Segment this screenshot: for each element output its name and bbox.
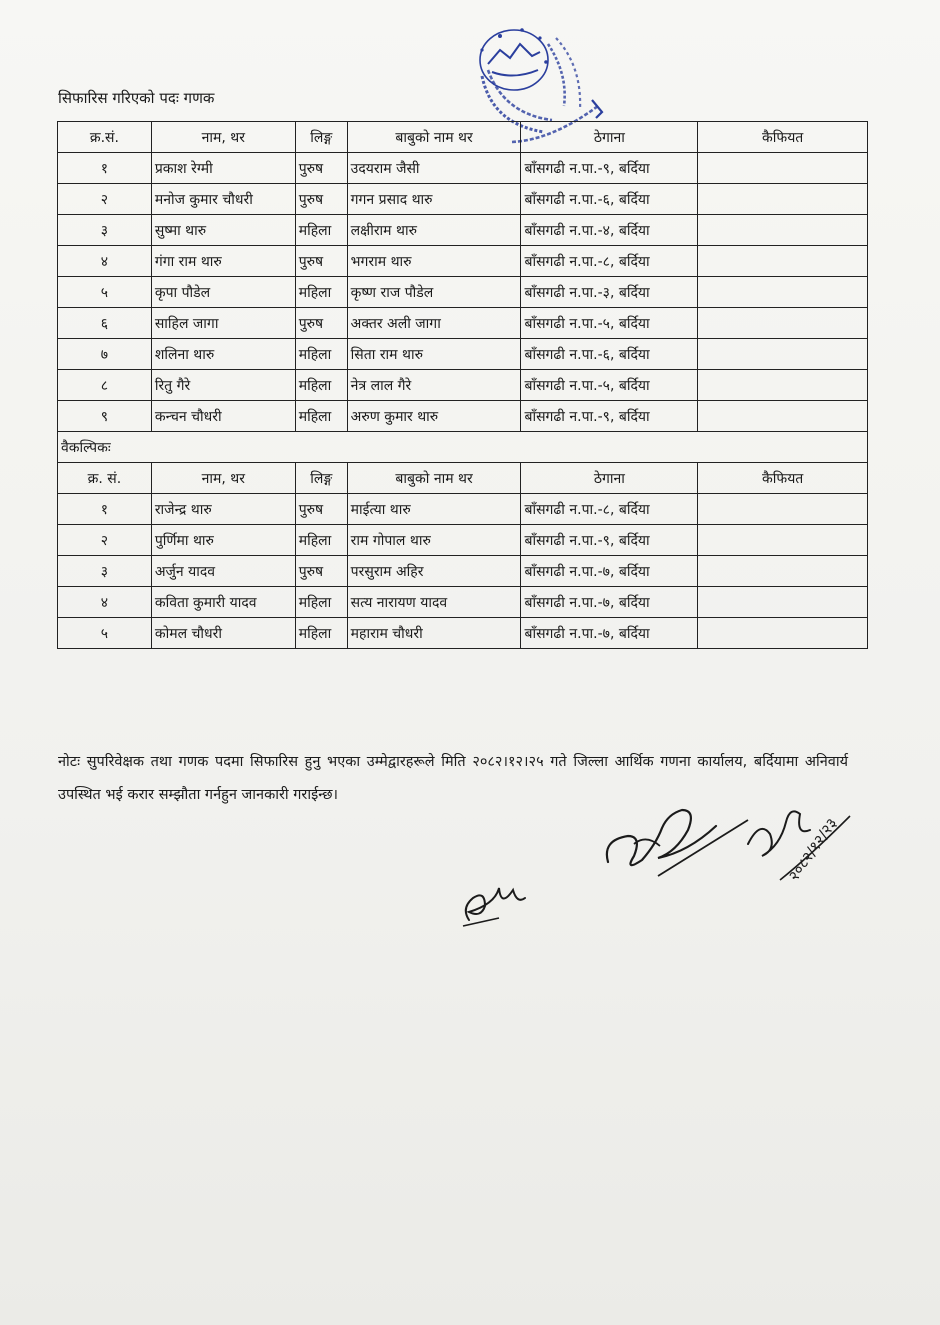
cell-father: अक्तर अली जागा	[347, 308, 521, 339]
post-title: सिफारिस गरिएको पदः गणक	[58, 89, 215, 107]
cell-remarks	[698, 370, 868, 401]
cell-gender: पुरुष	[295, 246, 347, 277]
cell-gender: पुरुष	[295, 556, 347, 587]
alternate-label: वैकल्पिकः	[58, 432, 868, 463]
cell-father: माईत्या थारु	[347, 494, 521, 525]
cell-remarks	[698, 401, 868, 432]
cell-remarks	[698, 339, 868, 370]
table-row	[58, 370, 868, 401]
table-row	[58, 525, 868, 556]
table-row	[58, 339, 868, 370]
cell-father: महाराम चौधरी	[347, 618, 521, 649]
cell-gender: महिला	[295, 339, 347, 370]
cell-father: सत्य नारायण यादव	[347, 587, 521, 618]
table-row	[58, 401, 868, 432]
signature-middle	[598, 800, 758, 890]
alt-col-header-father: बाबुको नाम थर	[347, 463, 521, 494]
table-row	[58, 308, 868, 339]
cell-gender: पुरुष	[295, 153, 347, 184]
table-header-row	[58, 122, 868, 153]
cell-father: परसुराम अहिर	[347, 556, 521, 587]
alt-col-header-sn: क्र. सं.	[58, 463, 152, 494]
cell-address: बाँसगढी न.पा.-४, बर्दिया	[521, 215, 698, 246]
cell-father: कृष्ण राज पौडेल	[347, 277, 521, 308]
cell-sn: ८	[58, 370, 152, 401]
col-header-father: बाबुको नाम थर	[347, 122, 521, 153]
cell-address: बाँसगढी न.पा.-७, बर्दिया	[521, 556, 698, 587]
cell-gender: पुरुष	[295, 308, 347, 339]
alternate-label-row	[58, 432, 868, 463]
cell-address: बाँसगढी न.पा.-५, बर्दिया	[521, 370, 698, 401]
cell-gender: महिला	[295, 525, 347, 556]
cell-sn: २	[58, 525, 152, 556]
cell-gender: महिला	[295, 277, 347, 308]
cell-gender: महिला	[295, 370, 347, 401]
cell-address: बाँसगढी न.पा.-६, बर्दिया	[521, 184, 698, 215]
cell-name: कन्चन चौधरी	[151, 401, 295, 432]
table-row	[58, 618, 868, 649]
cell-remarks	[698, 494, 868, 525]
cell-gender: महिला	[295, 401, 347, 432]
col-header-address: ठेगाना	[521, 122, 698, 153]
signature-right	[740, 786, 860, 896]
cell-remarks	[698, 184, 868, 215]
table-row	[58, 215, 868, 246]
cell-name: कविता कुमारी यादव	[151, 587, 295, 618]
cell-sn: ३	[58, 215, 152, 246]
cell-sn: १	[58, 153, 152, 184]
cell-remarks	[698, 153, 868, 184]
cell-father: भगराम थारु	[347, 246, 521, 277]
note-paragraph: नोटः सुपरिवेक्षक तथा गणक पदमा सिफारिस हुनु भएका उम्मेद्वारहरूले मिति २०८२।१२।२५ गते जिल्ला आर्थिक गणना कार्यालय, बर्दियामा अनिवार्य उपस्थित भई करार सम्झौता गर्नहुन जानकारी गराईन्छ।	[58, 754, 848, 803]
cell-name: अर्जुन यादव	[151, 556, 295, 587]
table-row	[58, 587, 868, 618]
col-header-name: नाम, थर	[151, 122, 295, 153]
table-row	[58, 494, 868, 525]
cell-address: बाँसगढी न.पा.-५, बर्दिया	[521, 308, 698, 339]
cell-remarks	[698, 525, 868, 556]
cell-father: अरुण कुमार थारु	[347, 401, 521, 432]
cell-name: साहिल जागा	[151, 308, 295, 339]
cell-name: प्रकाश रेग्मी	[151, 153, 295, 184]
cell-name: मनोज कुमार चौधरी	[151, 184, 295, 215]
cell-sn: ४	[58, 246, 152, 277]
alternate-header-row	[58, 463, 868, 494]
cell-name: कृपा पौडेल	[151, 277, 295, 308]
alt-col-header-address: ठेगाना	[521, 463, 698, 494]
cell-sn: १	[58, 494, 152, 525]
candidate-table	[57, 121, 868, 649]
cell-gender: पुरुष	[295, 494, 347, 525]
table-row	[58, 153, 868, 184]
alt-col-header-gender: लिङ्ग	[295, 463, 347, 494]
table-row	[58, 246, 868, 277]
cell-remarks	[698, 556, 868, 587]
cell-name: रितु गैरे	[151, 370, 295, 401]
cell-address: बाँसगढी न.पा.-८, बर्दिया	[521, 494, 698, 525]
cell-father: नेत्र लाल गैरे	[347, 370, 521, 401]
cell-remarks	[698, 587, 868, 618]
cell-sn: ९	[58, 401, 152, 432]
cell-address: बाँसगढी न.पा.-९, बर्दिया	[521, 153, 698, 184]
col-header-gender: लिङ्ग	[295, 122, 347, 153]
cell-address: बाँसगढी न.पा.-९, बर्दिया	[521, 401, 698, 432]
cell-name: गंगा राम थारु	[151, 246, 295, 277]
cell-sn: ६	[58, 308, 152, 339]
cell-remarks	[698, 215, 868, 246]
cell-sn: ४	[58, 587, 152, 618]
col-header-sn: क्र.सं.	[58, 122, 152, 153]
cell-address: बाँसगढी न.पा.-३, बर्दिया	[521, 277, 698, 308]
signature-left	[455, 868, 535, 932]
cell-remarks	[698, 277, 868, 308]
cell-father: सिता राम थारु	[347, 339, 521, 370]
cell-gender: महिला	[295, 618, 347, 649]
cell-gender: महिला	[295, 587, 347, 618]
cell-father: गगन प्रसाद थारु	[347, 184, 521, 215]
table-row	[58, 277, 868, 308]
cell-gender: पुरुष	[295, 184, 347, 215]
cell-address: बाँसगढी न.पा.-६, बर्दिया	[521, 339, 698, 370]
cell-sn: ५	[58, 277, 152, 308]
cell-address: बाँसगढी न.पा.-८, बर्दिया	[521, 246, 698, 277]
cell-sn: ५	[58, 618, 152, 649]
cell-remarks	[698, 308, 868, 339]
alt-col-header-remarks: कैफियत	[698, 463, 868, 494]
table-row	[58, 184, 868, 215]
cell-father: राम गोपाल थारु	[347, 525, 521, 556]
cell-remarks	[698, 246, 868, 277]
cell-name: कोमल चौधरी	[151, 618, 295, 649]
col-header-remarks: कैफियत	[698, 122, 868, 153]
signature-date: २०८२/१२/२३	[784, 814, 841, 885]
cell-remarks	[698, 618, 868, 649]
cell-name: पुर्णिमा थारु	[151, 525, 295, 556]
cell-name: राजेन्द्र थारु	[151, 494, 295, 525]
cell-name: सुष्मा थारु	[151, 215, 295, 246]
cell-father: लक्षीराम थारु	[347, 215, 521, 246]
cell-father: उदयराम जैसी	[347, 153, 521, 184]
cell-sn: ३	[58, 556, 152, 587]
cell-address: बाँसगढी न.पा.-९, बर्दिया	[521, 525, 698, 556]
cell-sn: २	[58, 184, 152, 215]
cell-sn: ७	[58, 339, 152, 370]
cell-name: शलिना थारु	[151, 339, 295, 370]
cell-address: बाँसगढी न.पा.-७, बर्दिया	[521, 587, 698, 618]
cell-gender: महिला	[295, 215, 347, 246]
alt-col-header-name: नाम, थर	[151, 463, 295, 494]
table-row	[58, 556, 868, 587]
cell-address: बाँसगढी न.पा.-७, बर्दिया	[521, 618, 698, 649]
